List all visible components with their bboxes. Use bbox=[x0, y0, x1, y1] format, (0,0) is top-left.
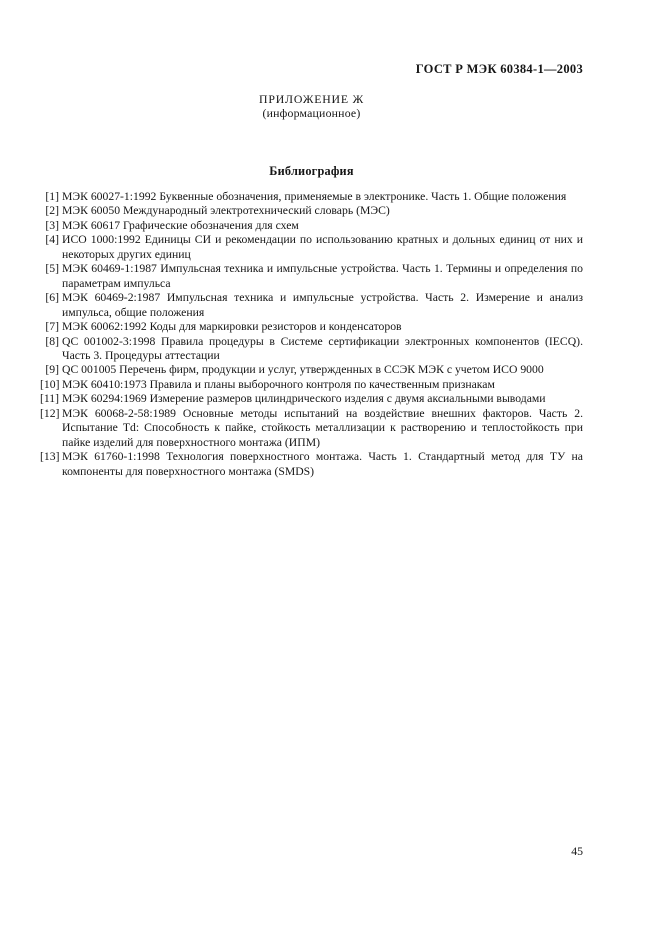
reference-label: [12] bbox=[40, 406, 60, 420]
reference-label: [7] bbox=[45, 320, 59, 334]
reference-item bbox=[40, 407, 583, 450]
reference-item bbox=[40, 378, 583, 392]
reference-label: [4] bbox=[45, 233, 59, 247]
reference-label: [13] bbox=[40, 450, 60, 464]
reference-text: МЭК 60469-1:1987 Импульсная техника и импульсные устройства. Часть 1. Термины и определения по параметрам импульса bbox=[62, 262, 583, 290]
reference-label: [3] bbox=[45, 218, 59, 232]
reference-label: [11] bbox=[40, 392, 60, 406]
reference-label: [9] bbox=[45, 363, 59, 377]
reference-item bbox=[40, 392, 583, 406]
reference-text: МЭК 60068-2-58:1989 Основные методы испытаний на воздействие внешних факторов. Часть 2. Испытание Td: Способность к пайке, стойкость металлизации к растворению и теплостойкость при пайке изделий для поверхностного монтажа (ИПМ) bbox=[62, 406, 583, 449]
appendix-title: ПРИЛОЖЕНИЕ Ж bbox=[259, 92, 364, 106]
reference-item bbox=[40, 335, 583, 364]
reference-text: ИСО 1000:1992 Единицы СИ и рекомендации по использованию кратных и дольных единиц от них и некоторых других единиц bbox=[62, 233, 583, 261]
reference-text: МЭК 61760-1:1998 Технология поверхностного монтажа. Часть 1. Стандартный метод для ТУ на компоненты для поверхностного монтажа (SMDS) bbox=[62, 450, 583, 478]
standard-designation: ГОСТ Р МЭК 60384-1—2003 bbox=[415, 62, 583, 76]
reference-item bbox=[40, 190, 583, 204]
reference-text: МЭК 60027-1:1992 Буквенные обозначения, применяемые в электронике. Часть 1. Общие положения bbox=[62, 190, 567, 203]
reference-text: МЭК 60617 Графические обозначения для схем bbox=[62, 218, 299, 232]
appendix-subtitle: (информационное) bbox=[262, 106, 361, 120]
reference-label: [2] bbox=[45, 204, 59, 218]
bibliography-list bbox=[40, 190, 583, 479]
reference-label: [8] bbox=[45, 334, 59, 348]
reference-item bbox=[40, 291, 583, 320]
reference-text: МЭК 60062:1992 Коды для маркировки резисторов и конденсаторов bbox=[62, 320, 402, 334]
reference-item bbox=[40, 320, 583, 334]
reference-text: МЭК 60469-2:1987 Импульсная техника и импульсные устройства. Часть 2. Измерение и анализ импульса, общие положения bbox=[62, 291, 583, 319]
reference-item bbox=[40, 262, 583, 291]
bibliography-title: Библиография bbox=[269, 164, 354, 178]
reference-label: [6] bbox=[45, 291, 59, 305]
reference-text: QC 001005 Перечень фирм, продукции и услуг, утвержденных в ССЭК МЭК с учетом ИСО 9000 bbox=[62, 363, 544, 377]
reference-item bbox=[40, 450, 583, 479]
reference-text: QC 001002-3:1998 Правила процедуры в Системе сертификации электронных компонентов (IECQ). Часть 3. Процедуры аттестации bbox=[62, 334, 583, 362]
reference-text: МЭК 60050 Международный электротехнический словарь (МЭС) bbox=[62, 204, 390, 218]
reference-item bbox=[40, 363, 583, 377]
reference-text: МЭК 60294:1969 Измерение размеров цилиндрического изделия с двумя аксиальными выводами bbox=[62, 392, 546, 406]
reference-item bbox=[40, 219, 583, 233]
reference-item bbox=[40, 233, 583, 262]
appendix-heading bbox=[40, 92, 583, 120]
reference-item bbox=[40, 204, 583, 218]
reference-label: [5] bbox=[45, 262, 59, 276]
reference-label: [1] bbox=[45, 190, 59, 203]
reference-text: МЭК 60410:1973 Правила и планы выборочного контроля по качественным признакам bbox=[62, 377, 495, 391]
reference-label: [10] bbox=[40, 377, 60, 391]
page-number: 45 bbox=[571, 844, 583, 858]
